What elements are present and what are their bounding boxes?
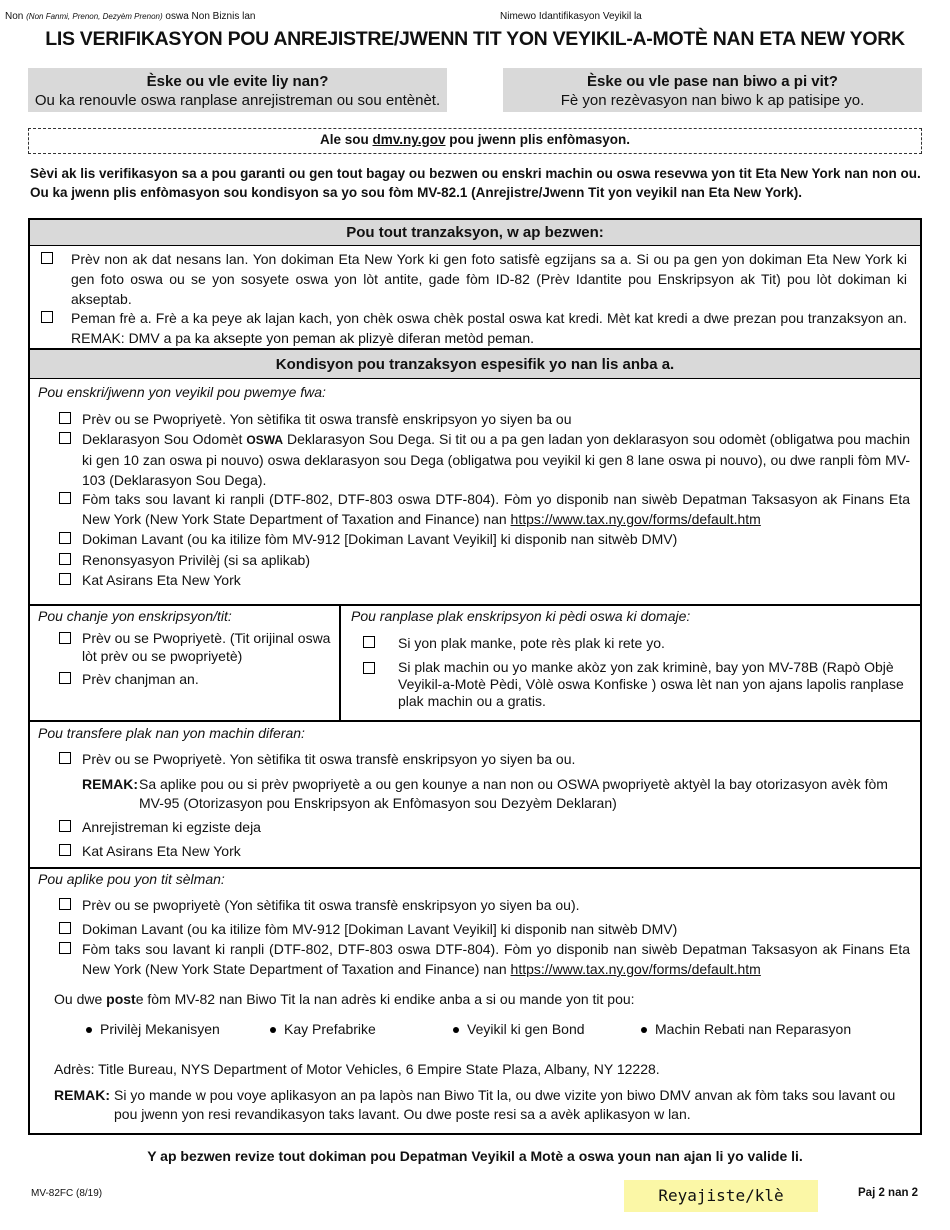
checkbox-existing-registration[interactable] (59, 820, 71, 832)
divider (30, 604, 920, 606)
checkbox-insurance-card[interactable] (59, 573, 71, 585)
website-post: pou jwenn plis enfòmasyon. (445, 132, 631, 147)
item-sales-tax (82, 489, 910, 529)
checkbox-stolen-plate[interactable] (363, 662, 375, 674)
item-lien-release: Renonsyasyon Privilèj (si sa aplikab) (82, 552, 310, 568)
checkbox-fee-payment[interactable] (41, 311, 53, 323)
name-hint: (Non Fanmi, Prenon, Dezyèm Prenon) (26, 12, 163, 21)
checkbox-change-proof[interactable] (59, 672, 71, 684)
checkbox-title-bill-of-sale[interactable] (59, 922, 71, 934)
item-stolen-plate: Si plak machin ou yo manke akòz yon zak kriminè, bay yon MV-78B (Rapò Objè Veyikil-a-Motè Pèdi, Vòlè oswa Konfiske ) oswa lèt nan yon ajans lapolis ranplase plak machin ou a gratis. (398, 659, 904, 709)
page-title: LIS VERIFIKASYON POU ANREJISTRE/JWENN TIT YON VEYIKIL-A-MOTÈ NAN ETA NEW YORK (45, 28, 905, 50)
item-title-sales-tax (82, 939, 910, 979)
website-pre: Ale sou (319, 132, 373, 147)
checkbox-odometer[interactable] (59, 432, 71, 444)
item-change-proof: Prèv chanjman an. (82, 671, 199, 687)
bullet-text: Kay Prefabrike (284, 1021, 376, 1037)
item-change-ownership: Prèv ou se Pwopriyetè. (Tit orijinal oswa lòt prèv ou se pwopriyetè) (82, 630, 331, 664)
title-note (54, 1086, 914, 1124)
checkbox-transfer-ownership[interactable] (59, 752, 71, 764)
bullet-bonded-vehicle (453, 1019, 585, 1039)
item-title-ownership: Prèv ou se pwopriyetè (Yon sètifika tit oswa transfè enskripsyon yo siyen ba ou). (82, 897, 580, 913)
sales-tax-text: Fòm taks sou lavant ki ranpli (DTF-802, DTF-803 oswa DTF-804). Fòm yo disponib nan siwèb Depatman Taksasyon ak Finans Eta New York (New York State Department of Taxation and Finance) nan (82, 491, 910, 527)
checkbox-change-ownership[interactable] (59, 632, 71, 644)
odometer-text-a: Deklarasyon Sou Odomèt (82, 431, 247, 447)
name-label: Non (5, 11, 24, 22)
website-link[interactable]: dmv.ny.gov (372, 132, 446, 147)
form-id: MV-82FC (8/19) (31, 1188, 103, 1199)
bullet-rebuilt-salvage (641, 1019, 851, 1039)
title-note-text: Si yo mande w pou voye aplikasyon an pa lapòs nan Biwo Tit la, ou dwe vizite yon biwo DMV anvan ak fòm taks sou lavant ou pou jwenn yon resi revandikasyon taks lavant. Ou dwe poste resi sa a avèk aplikasyon w lan. (114, 1087, 896, 1122)
checkbox-missing-plate[interactable] (363, 636, 375, 648)
item-proof-of-name: Prèv non ak dat nesans lan. Yon dokiman Eta New York ki gen foto satisfè egzijans sa a. Si ou pa gen yon dokiman Eta New York ki gen foto oswa ou se yon sosyete oswa yon lòt antite, gade fòm ID-82 (Prèv Idantite pou Enskripsyon ak Tit) pou lòt dokiman ki akseptab. (71, 251, 907, 307)
tax-forms-link[interactable]: https://www.tax.ny.gov/forms/default.htm (510, 511, 761, 527)
transfer-note-text: Sa aplike pou ou si prèv pwopriyetè a ou gen kounye a nan non ou OSWA pwopriyetè aktyèl la bay otorizasyon avèk fòm MV-95 (Otorizasyon pou Enskripsyon ak Enfòmasyon sou Dezyèm Deklaran) (139, 776, 888, 811)
checkbox-proof-of-name[interactable] (41, 252, 53, 264)
online-renewal-title: Èske ou vle evite liy nan? (146, 73, 329, 90)
bullet-mechanic-lien (86, 1019, 220, 1039)
review-notice: Y ap bezwen revize tout dokiman pou Depatman Veyikil a Motè a oswa youn nan ajan li yo valide li. (147, 1148, 803, 1164)
bullet-text: Veyikil ki gen Bond (467, 1021, 585, 1037)
website-banner (28, 128, 922, 154)
reservation-title: Èske ou vle pase nan biwo a pi vit? (587, 73, 838, 90)
reservation-text: Fè yon rezèvasyon nan biwo k ap patisipe yo. (560, 92, 865, 109)
transfer-note (82, 775, 910, 813)
checkbox-first-ownership[interactable] (59, 412, 71, 424)
odometer-text-b: Deklarasyon Sou Dega. Si tit ou a pa gen ladan yon deklarasyon sou odomèt (obligatwa pou machin ki gen 10 zan oswa pi nouvo) oswa deklarasyon sou Dega (obligatwa pou veyikil ki gen 8 lane oswa pi nouvo), ou dwe ranpli fòm MV-103 (Deklarasyon Sou Dega). (82, 431, 910, 488)
item-missing-plate: Si yon plak manke, pote rès plak ki rete yo. (398, 635, 665, 651)
specific-transactions-header: Kondisyon pou tranzaksyon espesifik yo nan lis anba a. (30, 350, 920, 379)
checkbox-sales-tax[interactable] (59, 492, 71, 504)
mail-instructions (54, 989, 914, 1009)
title-bureau-address: Adrès: Title Bureau, NYS Department of Motor Vehicles, 6 Empire State Plaza, Albany, NY 12228. (54, 1061, 660, 1077)
reset-button[interactable]: Reyajiste/klè (624, 1180, 818, 1212)
title-note-label: REMAK: (54, 1087, 110, 1103)
item-insurance-card: Kat Asirans Eta New York (82, 572, 241, 588)
bullet-icon (86, 1027, 92, 1033)
item-fee-payment: Peman frè a. Frè a ka peye ak lajan kach, yon chèk oswa chèk postal oswa kat kredi. Mèt kat kredi a dwe prezan pou tranzaksyon an. REMAK: DMV a pa ka aksepte yon peman ak plizyè diferan metòd peman. (71, 310, 907, 346)
transfer-section-label: Pou transfere plak nan yon machin diferan: (38, 725, 305, 741)
bullet-text: Machin Rebati nan Reparasyon (655, 1021, 852, 1037)
online-renewal-box (28, 68, 447, 112)
first-time-section-label: Pou enskri/jwenn yon veyikil pou pwemye fwa: (38, 384, 326, 400)
mail-text-a: Ou dwe (54, 991, 107, 1007)
vin-field-label: Nimewo Idantifikasyon Veyikil la (500, 11, 642, 22)
online-renewal-text: Ou ka renouvle oswa ranplase anrejistreman ou sou entènèt. (34, 92, 441, 109)
bullet-manufactured-home (270, 1019, 376, 1039)
checkbox-title-ownership[interactable] (59, 898, 71, 910)
name-field-label (5, 11, 255, 22)
item-title-bill-of-sale: Dokiman Lavant (ou ka itilize fòm MV-912 [Dokiman Lavant Veyikil] ki disponib nan sitwèb DMV) (82, 921, 678, 937)
change-section-label: Pou chanje yon enskripsyon/tit: (38, 608, 232, 624)
odometer-or: OSWA (246, 433, 284, 447)
item-existing-registration: Anrejistreman ki egziste deja (82, 819, 261, 835)
bullet-icon (641, 1027, 647, 1033)
all-transactions-header: Pou tout tranzaksyon, w ap bezwen: (30, 220, 920, 246)
intro-paragraph: Sèvi ak lis verifikasyon sa a pou garanti ou gen tout bagay ou bezwen ou enskri machin ou oswa resevwa yon tit Eta New York nan non ou. Ou ka jwenn plis enfòmasyon sou kondisyon sa yo sou fòm MV-82.1 (Anrejistre/Jwenn Tit yon veyikil nan Eta New York). (30, 166, 921, 200)
item-odometer (82, 429, 910, 490)
mail-text-c: e fòm MV-82 nan Biwo Tit la nan adrès ki endike anba a si ou mande yon tit pou: (135, 991, 635, 1007)
item-transfer-insurance: Kat Asirans Eta New York (82, 843, 241, 859)
checkbox-bill-of-sale[interactable] (59, 532, 71, 544)
checkbox-transfer-insurance[interactable] (59, 844, 71, 856)
replace-section-label: Pou ranplase plak enskripsyon ki pèdi oswa ki domaje: (351, 608, 691, 624)
checkbox-lien-release[interactable] (59, 553, 71, 565)
title-tax-forms-link[interactable]: https://www.tax.ny.gov/forms/default.htm (510, 961, 761, 977)
reservation-box (503, 68, 922, 112)
item-first-ownership: Prèv ou se Pwopriyetè. Yon sètifika tit oswa transfè enskripsyon yo siyen ba ou (82, 411, 572, 427)
divider (30, 867, 920, 869)
item-bill-of-sale: Dokiman Lavant (ou ka itilize fòm MV-912 [Dokiman Lavant Veyikil] ki disponib nan sitwèb DMV) (82, 531, 678, 547)
page-number: Paj 2 nan 2 (858, 1187, 919, 1199)
title-sales-tax-text: Fòm taks sou lavant ki ranpli (DTF-802, DTF-803 oswa DTF-804). Fòm yo disponib nan siwèb Depatman Taksasyon ak Finans Eta New York (New York State Department of Taxation and Finance) nan (82, 941, 910, 977)
divider (30, 720, 920, 722)
bullet-icon (453, 1027, 459, 1033)
item-transfer-ownership: Prèv ou se Pwopriyetè. Yon sètifika tit oswa transfè enskripsyon yo siyen ba ou. (82, 751, 576, 767)
column-divider (339, 604, 341, 720)
bullet-icon (270, 1027, 276, 1033)
name-or-business: oswa Non Biznis lan (165, 11, 256, 22)
title-only-section-label: Pou aplike pou yon tit sèlman: (38, 871, 225, 887)
bullet-text: Privilèj Mekanisyen (100, 1021, 220, 1037)
mail-text-bold: post (106, 991, 136, 1007)
transfer-note-label: REMAK: (82, 776, 138, 792)
checkbox-title-sales-tax[interactable] (59, 942, 71, 954)
